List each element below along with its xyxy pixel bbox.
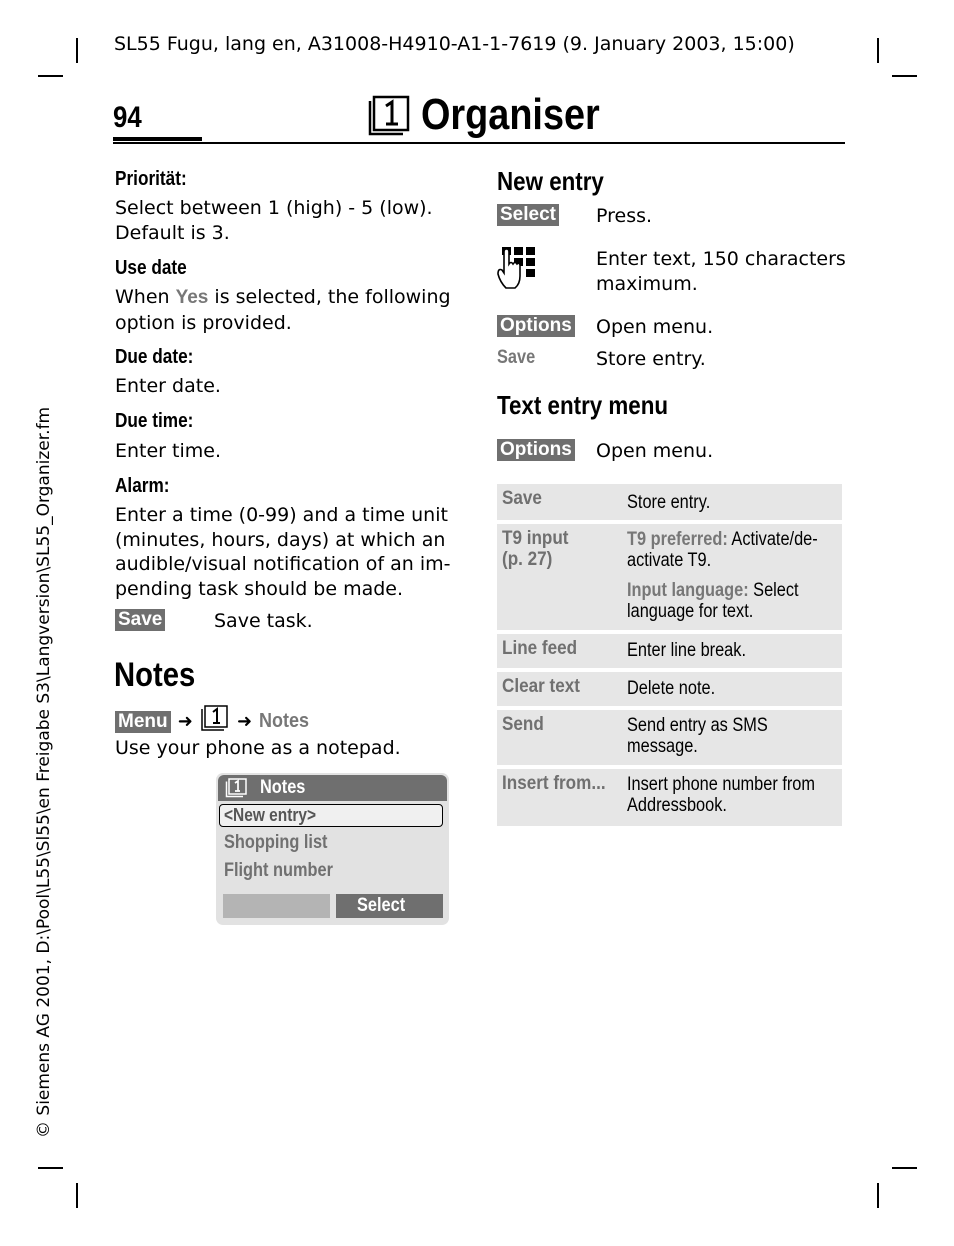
prioritaet-heading: Priorität: [115, 168, 187, 190]
screen-item-selected[interactable]: <New entry> [219, 804, 443, 827]
side-file-path: © Siemens AG 2001, D:\Pool\L55\Sl55\en Freigabe S3\Langversion\SL55_Organizer.fm [34, 406, 54, 1138]
screen-item[interactable]: Shopping list [224, 832, 328, 853]
menu-softkey: Menu [115, 711, 171, 733]
softkey-left[interactable] [223, 894, 330, 918]
notes-nav-target: Notes [259, 710, 310, 732]
phone-screen [216, 773, 449, 925]
crop-mark [892, 75, 917, 77]
chapter-title: Organiser [421, 90, 600, 139]
menu-step-desc: Open menu. [596, 440, 714, 462]
step-desc: Store entry. [596, 348, 706, 370]
options-softkey: Options [497, 315, 575, 337]
text-entry-menu-heading: Text entry menu [497, 390, 669, 420]
arrow-icon: ➜ [177, 711, 193, 732]
softkey-select[interactable]: Select [336, 894, 443, 918]
crop-mark [38, 75, 63, 77]
doc-info: SL55 Fugu, lang en, A31008-H4910-A1-1-7619 (9. January 2003, 15:00) [114, 33, 795, 55]
header-rule [113, 142, 845, 144]
crop-mark [892, 1167, 917, 1169]
table-row: T9 input (p. 27) T9 preferred: Activate/de-activate T9. Input language: Select language for text. [497, 524, 842, 630]
organiser-icon [366, 95, 412, 137]
crop-mark [76, 38, 78, 63]
save-option: Save [497, 347, 536, 368]
step-desc: Open menu. [596, 316, 714, 338]
page-number: 94 [113, 101, 142, 134]
keypad-icon [496, 246, 538, 290]
table-row: Save Store entry. [497, 484, 842, 520]
page-number-underline [113, 137, 202, 141]
step-desc: Enter text, 150 characters maximum. [596, 248, 846, 295]
table-row: Clear text Delete note. [497, 672, 842, 706]
screen-title-bar [218, 775, 447, 801]
step-desc: Press. [596, 205, 653, 227]
save-softkey: Save [115, 609, 165, 631]
due-time-text: Enter time. [115, 440, 222, 462]
alarm-heading: Alarm: [115, 475, 170, 497]
table-row: Line feed Enter line break. [497, 634, 842, 668]
use-date-heading: Use date [115, 257, 187, 279]
due-date-heading: Due date: [115, 346, 194, 368]
organiser-icon [200, 705, 230, 736]
organiser-icon [225, 778, 249, 802]
crop-mark [38, 1167, 63, 1169]
crop-mark [877, 38, 879, 63]
new-entry-heading: New entry [497, 166, 604, 196]
yes-option: Yes [175, 287, 209, 308]
crop-mark [76, 1183, 78, 1208]
table-row: Insert from... Insert phone number from Addressbook. [497, 769, 842, 826]
crop-mark [877, 1183, 879, 1208]
notes-heading: Notes [114, 656, 196, 694]
table-row: Send Send entry as SMS message. [497, 710, 842, 765]
alarm-text: Enter a time (0-99) and a time unit (minutes, hours, days) at which an audible/visual notification of an im-pending task should be made. [115, 504, 451, 600]
due-date-text: Enter date. [115, 375, 221, 397]
select-softkey: Select [497, 204, 559, 226]
use-date-text: When Yes is selected, the following option is provided. [115, 286, 451, 334]
save-desc: Save task. [214, 610, 313, 632]
notes-nav-path [115, 705, 315, 731]
screen-item[interactable]: Flight number [224, 860, 333, 881]
prioritaet-text: Select between 1 (high) - 5 (low). Default is 3. [115, 197, 433, 244]
arrow-icon: ➜ [236, 711, 253, 732]
notes-desc: Use your phone as a notepad. [115, 737, 401, 759]
due-time-heading: Due time: [115, 410, 194, 432]
options-softkey: Options [497, 439, 575, 461]
screen-title: Notes [260, 777, 306, 798]
